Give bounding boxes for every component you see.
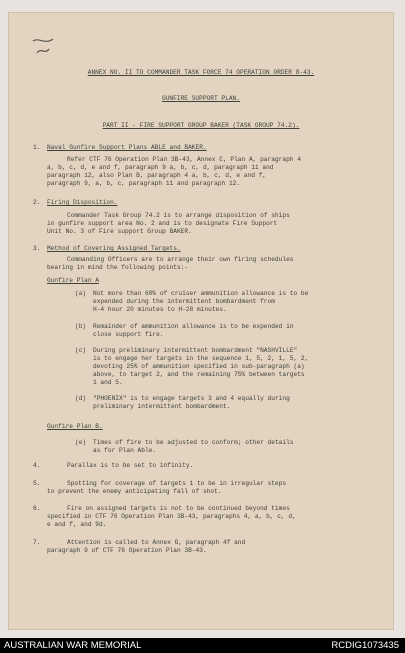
text-line: Not more than 60% of cruiser ammunition allowance is to be xyxy=(93,290,309,297)
annex-header: ANNEX NO. II TO COMMANDER TASK FORCE 74 OPERATION ORDER 8-43. xyxy=(87,69,315,76)
text-line: Fire on assigned targets is not to be continued beyond times xyxy=(67,505,290,512)
text-line: devoting 25% of ammunition specified in sub-paragraph (a) xyxy=(93,363,305,370)
footer-bar xyxy=(0,638,405,653)
section-heading: Method of Covering Assigned Targets. xyxy=(47,245,181,252)
text-line: above, to target 2, and the remaining 75% between targets xyxy=(93,371,305,378)
text-line: During preliminary intermittent bombardment "NASHVILLE" xyxy=(93,347,298,354)
text-line: e and f, and 9d. xyxy=(47,521,107,528)
footer-record-id: RCDIG1073435 xyxy=(331,640,399,651)
text-line: in gunfire support area No. 2 and is to designate Fire Support xyxy=(47,220,278,227)
text-line: paragraph 9 of CTF 76 Operation Plan 3B-43. xyxy=(47,547,207,554)
text-line: as for Plan Able. xyxy=(93,447,157,454)
text-line: specified in CTF 76 Operation Plan 3B-43, paragraphs 4, a, b, c, d, xyxy=(47,513,296,520)
text-line: close support fire. xyxy=(93,331,164,338)
text-line: Unit No. 3 of Fire support Group BAKER. xyxy=(47,228,192,235)
text-line: is to engage her targets in the sequence 1, 5, 2, 1, 5, 2, xyxy=(93,355,309,362)
part-heading: PART II - FIRE SUPPORT GROUP BAKER (TASK GROUP 74.2). xyxy=(102,122,300,129)
text-line: expended during the intermittent bombardment from xyxy=(93,298,275,305)
item-label: (b) xyxy=(75,323,87,330)
paragraph-number: 4. xyxy=(33,462,41,469)
item-label: (d) xyxy=(75,395,87,402)
text-line: paragraph 9, a, b, c, paragraph 11 and paragraph 12. xyxy=(47,180,241,187)
section-heading: Firing Disposition. xyxy=(47,199,118,206)
section-number: 1. xyxy=(33,144,41,151)
text-line: bearing in mind the following points:- xyxy=(47,264,189,271)
plan-a-heading: Gunfire Plan A xyxy=(47,277,99,284)
document-page xyxy=(8,12,394,630)
text-line: Remainder of ammunition allowance is to be expended in xyxy=(93,323,294,330)
text-line: Parallax is to be set to infinity. xyxy=(67,462,194,469)
section-heading: Naval Gunfire Support Plans ABLE and BAKER. xyxy=(47,144,207,151)
text-line: Attention is called to Annex G, paragraph 4f and xyxy=(67,539,246,546)
document-title: GUNFIRE SUPPORT PLAN. xyxy=(162,95,240,102)
item-label: (c) xyxy=(75,347,87,354)
handwritten-mark xyxy=(31,35,61,59)
item-label: (a) xyxy=(75,290,87,297)
item-label: (e) xyxy=(75,439,87,446)
section-number: 3. xyxy=(33,245,41,252)
paragraph-number: 6. xyxy=(33,505,41,512)
text-line: Refer CTF 76 Operation Plan 3B-43, Annex C, Plan A, paragraph 4 xyxy=(67,156,301,163)
text-line: "PHOENIX" is to engage targets 3 and 4 equally during xyxy=(93,395,290,402)
footer-source: AUSTRALIAN WAR MEMORIAL xyxy=(4,640,142,651)
text-line: preliminary intermittent bombardment. xyxy=(93,403,231,410)
text-line: paragraph 12, also Plan B, paragraph 4 a, b, c, d, e and f, xyxy=(47,172,267,179)
section-number: 2. xyxy=(33,199,41,206)
text-line: Times of fire to be adjusted to conform; other details xyxy=(93,439,294,446)
paragraph-number: 5. xyxy=(33,480,41,487)
plan-b-heading: Gunfire Plan B. xyxy=(47,423,103,430)
text-line: to prevent the enemy anticipating fall of shot. xyxy=(47,488,222,495)
text-line: 1 and 5. xyxy=(93,379,123,386)
text-line: H-4 hour 20 minutes to H-28 minutes. xyxy=(93,306,227,313)
paragraph-number: 7. xyxy=(33,539,41,546)
text-line: Commanding Officers are to arrange their own firing schedules xyxy=(67,256,294,263)
text-line: Commander Task Group 74.2 is to arrange disposition of ships xyxy=(67,212,290,219)
text-line: Spotting for coverage of targets 1 to be in irregular steps xyxy=(67,480,287,487)
text-line: a, b, c, d, e and f, paragraph 9 a, b, c, d, paragraph 11 and xyxy=(47,164,274,171)
